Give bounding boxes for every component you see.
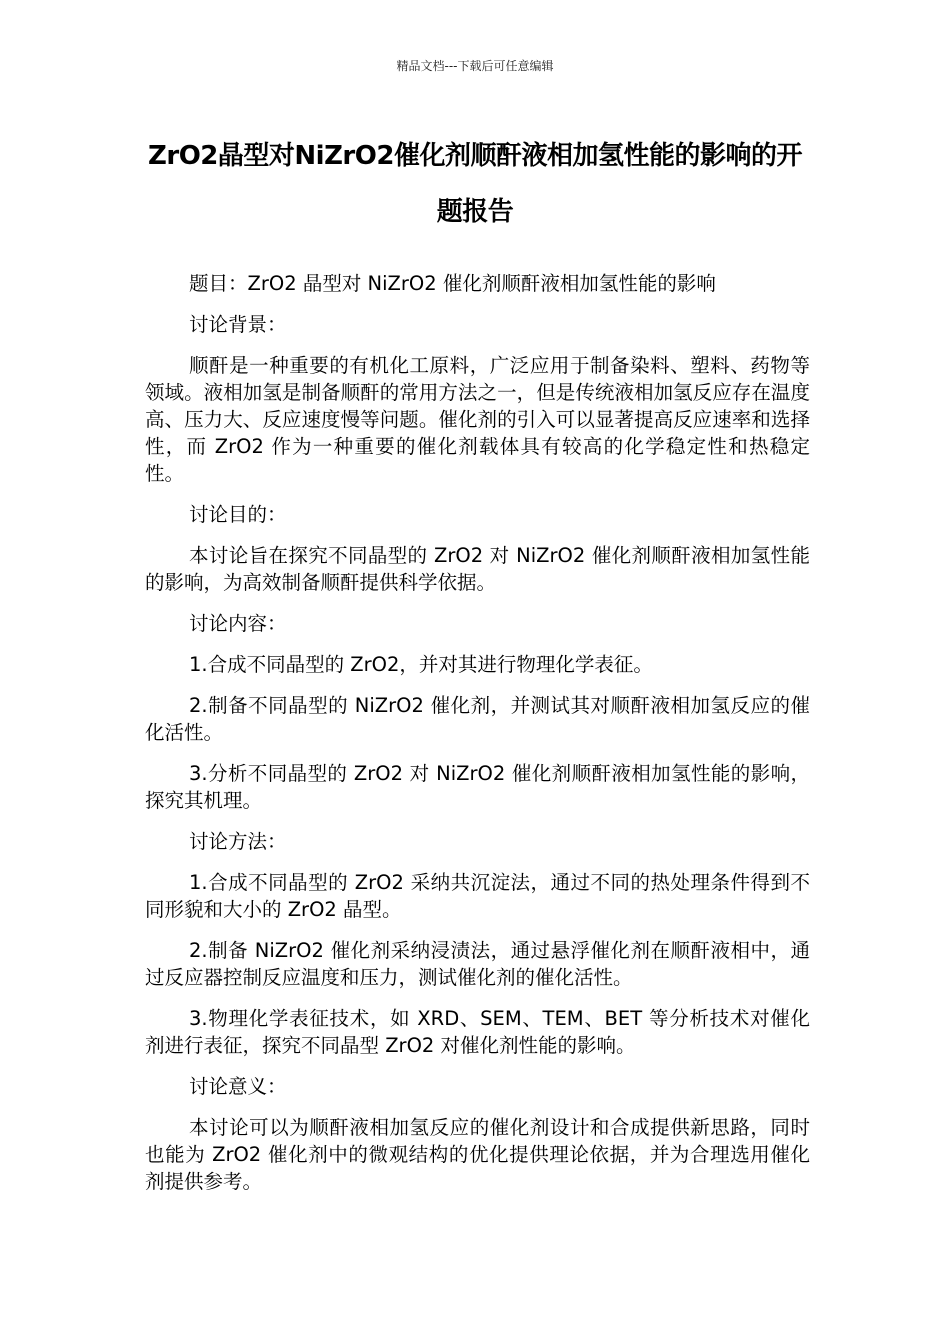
document-body (145, 270, 810, 1209)
section-heading-methods: 讨论方法： (189, 830, 287, 853)
method-item-1: 1.合成不同晶型的 ZrO2 采纳共沉淀法，通过不同的热处理条件得到不同形貌和大小的 ZrO2 晶型。 (145, 871, 810, 921)
method-item-3: 3.物理化学表征技术，如 XRD、SEM、TEM、BET 等分析技术对催化剂进行表征，探究不同晶型 ZrO2 对催化剂性能的影响。 (145, 1007, 810, 1057)
content-item-3: 3.分析不同晶型的 ZrO2 对 NiZrO2 催化剂顺酐液相加氢性能的影响，探究其机理。 (145, 762, 810, 812)
section-heading-significance: 讨论意义： (189, 1075, 287, 1098)
background-paragraph: 顺酐是一种重要的有机化工原料，广泛应用于制备染料、塑料、药物等领域。液相加氢是制备顺酐的常用方法之一，但是传统液相加氢反应存在温度高、压力大、反应速度慢等问题。催化剂的引入可以显著提高反应速率和选择性，而 ZrO2 作为一种重要的催化剂载体具有较高的化学稳定性和热稳定性。 (145, 354, 810, 485)
document-title: ZrO2晶型对NiZrO2催化剂顺酐液相加氢性能的影响的开题报告 (148, 141, 802, 227)
method-item-2: 2.制备 NiZrO2 催化剂采纳浸渍法，通过悬浮催化剂在顺酐液相中，通过反应器控制反应温度和压力，测试催化剂的催化活性。 (145, 939, 810, 989)
content-item-2: 2.制备不同晶型的 NiZrO2 催化剂，并测试其对顺酐液相加氢反应的催化活性。 (145, 694, 810, 744)
content-item-1: 1.合成不同晶型的 ZrO2，并对其进行物理化学表征。 (189, 653, 653, 676)
topic-line: 题目：ZrO2 晶型对 NiZrO2 催化剂顺酐液相加氢性能的影响 (189, 272, 716, 295)
purpose-paragraph: 本讨论旨在探究不同晶型的 ZrO2 对 NiZrO2 催化剂顺酐液相加氢性能的影响，为高效制备顺酐提供科学依据。 (145, 544, 810, 594)
page-header-note: 精品文档---下载后可任意编辑 (396, 59, 554, 73)
significance-paragraph: 本讨论可以为顺酐液相加氢反应的催化剂设计和合成提供新思路，同时也能为 ZrO2 催化剂中的微观结构的优化提供理论依据，并为合理选用催化剂提供参考。 (145, 1116, 810, 1193)
section-heading-purpose: 讨论目的： (189, 503, 287, 526)
section-heading-content: 讨论内容： (189, 612, 287, 635)
section-heading-background: 讨论背景： (189, 313, 287, 336)
